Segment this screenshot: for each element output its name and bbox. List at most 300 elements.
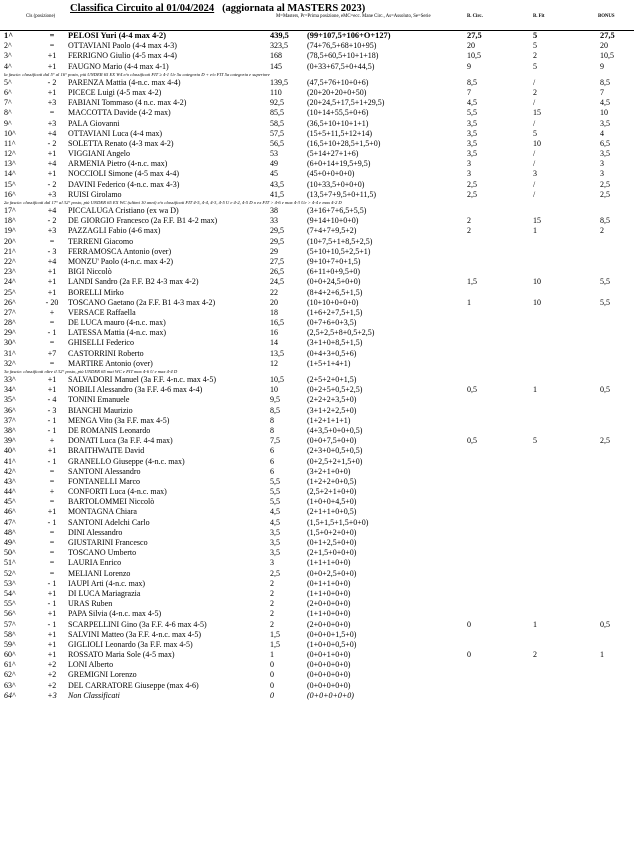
player-name: DI LUCA Mariagrazia xyxy=(68,588,141,598)
player-name: GRANELLO Giuseppe (4-n.c. max) xyxy=(68,456,185,466)
header-bonus-circ: B. Circ. xyxy=(467,14,483,19)
delta-cell: = xyxy=(49,41,55,51)
points-cell: 2 xyxy=(270,609,274,619)
delta-cell: - 1 xyxy=(47,517,57,527)
bonus-fit-cell: 2 xyxy=(533,87,537,97)
table-row xyxy=(0,436,634,446)
rank-cell: 19^ xyxy=(4,226,16,236)
delta-cell: +1 xyxy=(47,149,57,159)
table-row xyxy=(0,216,634,226)
table-row xyxy=(0,349,634,359)
delta-cell: +2 xyxy=(47,670,57,680)
points-detail: (2,5+2,5+8+0,5+2,5) xyxy=(307,328,375,338)
bonus-fit-cell: 15 xyxy=(533,108,541,118)
player-name: GIUSTARINI Francesco xyxy=(68,538,148,547)
table-row xyxy=(0,88,634,98)
bonus-circ-cell: 0,5 xyxy=(467,436,477,446)
table-row xyxy=(0,538,634,548)
player-name: MACCOTTA Davide (4-2 max) xyxy=(68,108,171,118)
rank-cell: 3^ xyxy=(4,51,12,61)
delta-cell: = xyxy=(49,568,55,578)
table-row xyxy=(0,139,634,149)
bonus-cell: 5,5 xyxy=(600,297,610,307)
bonus-cell: 1 xyxy=(600,650,604,660)
bonus-cell: 8,5 xyxy=(600,77,610,87)
table-row xyxy=(0,51,634,61)
bonus-circ-cell: 2,5 xyxy=(467,179,477,189)
bonus-fit-cell: 15 xyxy=(533,216,541,226)
bonus-fit-cell: 10 xyxy=(533,277,541,287)
points-detail: (0+0+0+0+0) xyxy=(307,690,354,700)
delta-cell: = xyxy=(49,31,55,40)
bonus-circ-cell: 3,5 xyxy=(467,128,477,138)
delta-cell: + xyxy=(49,487,55,497)
bonus-circ-cell: 20 xyxy=(467,41,475,51)
rank-cell: 27^ xyxy=(4,307,16,317)
player-name: FERRAMOSCA Antonio (over) xyxy=(68,246,172,256)
player-name: BIANCHI Maurizio xyxy=(68,405,133,415)
table-row xyxy=(0,558,634,568)
rank-cell: 47^ xyxy=(4,517,16,527)
table-row xyxy=(0,518,634,528)
band-note: la fascia: classificati dal 5° al 16° posto, più UNDER 65 EX W4 e/o classificati FIT ≥ 4-1 Ue 5u categoria D + e/o FIT 5a categoria e superiore xyxy=(4,71,270,77)
bonus-cell: 3 xyxy=(600,159,604,169)
delta-cell: +1 xyxy=(47,629,57,639)
delta-cell: +4 xyxy=(47,206,57,215)
delta-cell: - 2 xyxy=(47,179,57,189)
player-name: MONTAGNA Chiara xyxy=(68,507,137,517)
bonus-cell: 0,5 xyxy=(600,619,610,629)
rank-cell: 14^ xyxy=(4,169,16,179)
bonus-fit-cell: 10 xyxy=(533,297,541,307)
points-cell: 2 xyxy=(270,619,274,629)
points-cell: 323,5 xyxy=(270,41,288,51)
delta-cell: +3 xyxy=(47,98,57,108)
table-row xyxy=(0,30,634,41)
points-cell: 8 xyxy=(270,425,274,435)
points-cell: 5,5 xyxy=(270,497,280,507)
delta-cell: +1 xyxy=(47,507,57,517)
points-cell: 29,5 xyxy=(270,226,284,236)
rank-cell: 34^ xyxy=(4,385,16,395)
points-detail: (1+2+2+0+0,5) xyxy=(307,476,357,486)
bonus-fit-cell: 1 xyxy=(533,385,537,395)
bonus-fit-cell: 5 xyxy=(533,41,537,51)
bonus-circ-cell: 2 xyxy=(467,216,471,226)
points-detail: (1,5+0+2+0+0) xyxy=(307,527,357,537)
player-name: MELIANI Lorenzo xyxy=(68,568,131,578)
rank-cell: 57^ xyxy=(4,619,16,629)
points-detail: (2+1,5+0+0+0) xyxy=(307,548,357,558)
rank-cell: 25^ xyxy=(4,287,16,297)
points-cell: 8 xyxy=(270,415,274,425)
table-row xyxy=(0,277,634,287)
points-detail: (0+7+6+0+3,5) xyxy=(307,318,357,328)
bonus-fit-cell: 2 xyxy=(533,650,537,660)
bonus-circ-cell: 0 xyxy=(467,619,471,629)
delta-cell: +3 xyxy=(47,118,57,128)
delta-cell: +1 xyxy=(47,87,57,97)
rank-cell: 30^ xyxy=(4,338,16,348)
table-row xyxy=(0,681,634,691)
points-detail: (16,5+10+28,5+1,5+0) xyxy=(307,138,381,148)
bonus-circ-cell: 3 xyxy=(467,159,471,169)
rank-cell: 50^ xyxy=(4,548,16,558)
table-row xyxy=(0,98,634,108)
table-row xyxy=(0,288,634,298)
points-detail: (13,5+7+9,5+0+11,5) xyxy=(307,189,377,199)
table-row xyxy=(0,426,634,436)
player-name: PAPA Silvia (4-n.c. max 4-5) xyxy=(68,609,162,619)
delta-cell: +1 xyxy=(47,61,57,71)
points-cell: 6 xyxy=(270,446,274,456)
points-detail: (2+0+0+0+0) xyxy=(307,619,351,629)
player-name: NOCCIOLI Simone (4-5 max 4-4) xyxy=(68,169,180,179)
table-row xyxy=(0,620,634,630)
bonus-cell: 4,5 xyxy=(600,98,610,108)
player-name: ARMENIA Pietro (4-n.c. max) xyxy=(68,159,168,169)
table-row xyxy=(0,108,634,118)
delta-cell: = xyxy=(49,497,55,507)
points-cell: 7,5 xyxy=(270,436,280,446)
points-cell: 49 xyxy=(270,159,278,169)
rank-cell: 10^ xyxy=(4,128,16,138)
rank-cell: 16^ xyxy=(4,189,16,199)
rank-cell: 48^ xyxy=(4,527,16,537)
table-row xyxy=(0,180,634,190)
points-cell: 5,5 xyxy=(270,476,280,486)
rank-cell: 15^ xyxy=(4,179,16,189)
rank-cell: 39^ xyxy=(4,436,16,446)
points-cell: 43,5 xyxy=(270,179,284,189)
points-detail: (0+0+2,5+0+0) xyxy=(307,568,357,578)
points-detail: (47,5+76+10+0+6) xyxy=(307,77,369,87)
player-name: FERRIGNO Giulio (4-5 max 4-4) xyxy=(68,51,177,61)
rank-cell: 5^ xyxy=(4,77,12,87)
delta-cell: = xyxy=(49,527,55,537)
points-cell: 2 xyxy=(270,578,274,588)
points-cell: 27,5 xyxy=(270,256,284,266)
points-detail: (2+3+0+0,5+0,5) xyxy=(307,446,363,456)
bonus-fit-cell: / xyxy=(533,118,536,128)
player-name: TOSCANO Gaetano (2a F.F. B1 4-3 max 4-2) xyxy=(68,297,216,307)
table-row xyxy=(0,149,634,159)
bonus-cell: 2,5 xyxy=(600,189,610,199)
bonus-cell: 2,5 xyxy=(600,436,610,446)
table-row xyxy=(0,569,634,579)
points-cell: 3,5 xyxy=(270,527,280,537)
delta-cell: +1 xyxy=(47,287,57,297)
player-name: DONATI Luca (3a F.F. 4-4 max) xyxy=(68,436,173,446)
table-row xyxy=(0,589,634,599)
points-cell: 439,5 xyxy=(270,31,289,40)
player-name: CASTORRINI Roberto xyxy=(68,348,144,358)
player-name: Non Classificati xyxy=(68,690,120,700)
delta-cell: +2 xyxy=(47,680,57,690)
rank-cell: 42^ xyxy=(4,466,16,476)
points-cell: 92,5 xyxy=(270,98,284,108)
delta-cell: +3 xyxy=(47,189,57,199)
rank-cell: 40^ xyxy=(4,446,16,456)
player-name: CONFORTI Luca (4-n.c. max) xyxy=(68,487,167,497)
rank-cell: 62^ xyxy=(4,670,16,680)
player-name: SALVINI Matteo (3a F.F. 4-n.c. max 4-5) xyxy=(68,629,202,639)
points-cell: 33 xyxy=(270,216,278,226)
player-name: DINI Alessandro xyxy=(68,527,123,537)
points-cell: 12 xyxy=(270,358,278,368)
points-cell: 56,5 xyxy=(270,138,284,148)
rank-cell: 8^ xyxy=(4,108,12,118)
player-name: PICCALUGA Cristiano (ex wa D) xyxy=(68,206,179,215)
points-cell: 1 xyxy=(270,650,274,660)
rank-cell: 11^ xyxy=(4,138,16,148)
rank-cell: 33^ xyxy=(4,375,16,384)
points-cell: 1,5 xyxy=(270,629,280,639)
bonus-circ-cell: 1 xyxy=(467,297,471,307)
delta-cell: = xyxy=(49,338,55,348)
player-name: VIGGIANI Angelo xyxy=(68,149,130,159)
points-cell: 168 xyxy=(270,51,282,61)
delta-cell: - 1 xyxy=(47,415,57,425)
points-detail: (2+2+2+3,5+0) xyxy=(307,395,357,405)
points-detail: (1+1+1+0+0) xyxy=(307,558,351,568)
delta-cell: - 4 xyxy=(47,395,57,405)
table-row xyxy=(0,190,634,200)
bonus-cell: 3,5 xyxy=(600,118,610,128)
points-detail: (1+2+1+1+1) xyxy=(307,415,351,425)
player-name: DEL CARRATORE Giuseppe (max 4-6) xyxy=(68,680,199,690)
points-cell: 110 xyxy=(270,87,282,97)
header-note: M=Masters, Pr=Prima posizione, eMC=ecc. Mane Circ., As=Assoluto, Se=Serie xyxy=(276,14,431,19)
points-detail: (45+0+0+0+0) xyxy=(307,169,355,179)
rank-cell: 58^ xyxy=(4,629,16,639)
rank-cell: 49^ xyxy=(4,538,16,547)
player-name: VERSACE Raffaella xyxy=(68,307,136,317)
bonus-cell: 5,5 xyxy=(600,277,610,287)
player-name: NOBILI Alessandro (3a F.F. 4-6 max 4-4) xyxy=(68,385,203,395)
bonus-cell: 2 xyxy=(600,226,604,236)
table-row xyxy=(0,406,634,416)
bonus-cell: 10,5 xyxy=(600,51,614,61)
table-row xyxy=(0,129,634,139)
player-name: SALVADORI Manuel (3a F.F. 4-n.c. max 4-5) xyxy=(68,375,217,384)
points-cell: 18 xyxy=(270,307,278,317)
points-detail: (2+1+1+0+0,5) xyxy=(307,507,357,517)
player-name: TONINI Emanuele xyxy=(68,395,130,405)
delta-cell: +1 xyxy=(47,375,57,384)
table-row xyxy=(0,78,634,88)
bonus-cell: 3,5 xyxy=(600,149,610,159)
delta-cell: = xyxy=(49,108,55,118)
points-detail: (0+1+1+0+0) xyxy=(307,578,351,588)
delta-cell: +1 xyxy=(47,267,57,277)
rank-cell: 17^ xyxy=(4,206,16,215)
player-name: FAUGNO Mario (4-4 max 4-1) xyxy=(68,61,169,71)
player-name: TOSCANO Umberto xyxy=(68,548,137,558)
points-cell: 3,5 xyxy=(270,538,280,547)
bonus-circ-cell: 2,5 xyxy=(467,189,477,199)
rank-cell: 36^ xyxy=(4,405,16,415)
title-sub: (aggiornata al MASTERS 2023) xyxy=(222,3,366,14)
delta-cell: = xyxy=(49,538,55,547)
table-row xyxy=(0,446,634,456)
points-cell: 3 xyxy=(270,558,274,568)
delta-cell: = xyxy=(49,236,55,246)
delta-cell: +1 xyxy=(47,169,57,179)
player-name: MARTIRE Antonio (over) xyxy=(68,358,153,368)
player-name: ROSSATO Maria Sole (4-5 max) xyxy=(68,650,175,660)
bonus-cell: 2,5 xyxy=(600,179,610,189)
player-name: DE ROMANIS Leonardo xyxy=(68,425,151,435)
points-cell: 3,5 xyxy=(270,548,280,558)
player-name: LATESSA Mattia (4-n.c. max) xyxy=(68,328,166,338)
header-bonus-fit: B. Fit xyxy=(533,14,545,19)
rank-cell: 23^ xyxy=(4,267,16,277)
table-row xyxy=(0,640,634,650)
table-row xyxy=(0,385,634,395)
delta-cell: + xyxy=(49,307,55,317)
rank-cell: 52^ xyxy=(4,568,16,578)
bonus-circ-cell: 3,5 xyxy=(467,138,477,148)
bonus-cell: 10 xyxy=(600,108,608,118)
column-header xyxy=(0,14,634,23)
delta-cell: - 1 xyxy=(47,619,57,629)
bonus-circ-cell: 1,5 xyxy=(467,277,477,287)
points-detail: (1+1+0+0+0) xyxy=(307,609,351,619)
points-detail: (78,5+60,5+10+1+18) xyxy=(307,51,379,61)
points-cell: 10,5 xyxy=(270,375,284,384)
table-row xyxy=(0,308,634,318)
table-row xyxy=(0,609,634,619)
delta-cell: +7 xyxy=(47,348,57,358)
page-title xyxy=(70,3,365,14)
delta-cell: +1 xyxy=(47,650,57,660)
player-name: PARENZA Mattia (4-n.c. max 4-4) xyxy=(68,77,181,87)
points-detail: (4+3,5+0+0+0,5) xyxy=(307,425,363,435)
bonus-cell: 3 xyxy=(600,169,604,179)
player-name: GHISELLI Federico xyxy=(68,338,134,348)
player-name: FABIANI Tommaso (4 n.c. max 4-2) xyxy=(68,98,187,108)
points-detail: (3+16+7+6,5+5,5) xyxy=(307,206,367,215)
delta-cell: = xyxy=(49,558,55,568)
delta-cell: +1 xyxy=(47,385,57,395)
points-cell: 8,5 xyxy=(270,405,280,415)
rank-cell: 32^ xyxy=(4,358,16,368)
table-row xyxy=(0,691,634,701)
points-detail: (3+1+2+2,5+0) xyxy=(307,405,357,415)
rank-cell: 63^ xyxy=(4,680,16,690)
points-detail: (0+33+67,5+0+44,5) xyxy=(307,61,375,71)
bonus-cell: 8,5 xyxy=(600,216,610,226)
player-name: PAZZAGLI Fabio (4-6 max) xyxy=(68,226,161,236)
bonus-cell: 9 xyxy=(600,61,604,71)
table-row xyxy=(0,338,634,348)
delta-cell: - 1 xyxy=(47,328,57,338)
points-detail: (2+5+2+0+1,5) xyxy=(307,375,357,384)
table-row xyxy=(0,416,634,426)
rank-cell: 22^ xyxy=(4,256,16,266)
player-name: DAVINI Federico (4-n.c. max 4-3) xyxy=(68,179,180,189)
bonus-circ-cell: 7 xyxy=(467,87,471,97)
rank-cell: 41^ xyxy=(4,456,16,466)
rank-cell: 13^ xyxy=(4,159,16,169)
rank-cell: 54^ xyxy=(4,588,16,598)
points-cell: 20 xyxy=(270,297,278,307)
header-bonus: BONUS xyxy=(598,14,615,19)
points-detail: (0+0+0+0+0) xyxy=(307,670,351,680)
bonus-circ-cell: 3,5 xyxy=(467,118,477,128)
points-detail: (1,5+1,5+1,5+0+0) xyxy=(307,517,369,527)
player-name: SOLETTA Renato (4-3 max 4-2) xyxy=(68,138,174,148)
delta-cell: +4 xyxy=(47,256,57,266)
rank-cell: 51^ xyxy=(4,558,16,568)
rank-cell: 1^ xyxy=(4,31,14,40)
points-detail: (0+0+1+0+0) xyxy=(307,650,351,660)
bonus-fit-cell: / xyxy=(533,149,536,159)
points-cell: 2,5 xyxy=(270,568,280,578)
delta-cell: +4 xyxy=(47,159,57,169)
player-name: PELOSI Yuri (4-4 max 4-2) xyxy=(68,31,167,40)
rank-cell: 20^ xyxy=(4,236,16,246)
table-row xyxy=(0,487,634,497)
points-detail: (1+0+0+0,5+0) xyxy=(307,639,357,649)
delta-cell: - 1 xyxy=(47,425,57,435)
rank-cell: 4^ xyxy=(4,61,12,71)
points-detail: (10+14+55,5+0+6) xyxy=(307,108,369,118)
table-row xyxy=(0,169,634,179)
points-cell: 57,5 xyxy=(270,128,284,138)
table-row xyxy=(0,257,634,267)
player-name: SANTONI Adelchi Carlo xyxy=(68,517,150,527)
points-detail: (0+2,5+2+1,5+0) xyxy=(307,456,363,466)
player-name: SANTONI Alessandro xyxy=(68,466,141,476)
rank-cell: 45^ xyxy=(4,497,16,507)
bonus-fit-cell: 5 xyxy=(533,436,537,446)
player-name: URAS Ruben xyxy=(68,599,113,609)
band-note: 3a fascia: classificati oltre il 32° posto, più UNDER 65 mai WC e FIT max 4-6 U e max 4-4 D xyxy=(4,369,178,374)
delta-cell: +3 xyxy=(47,226,57,236)
table-row xyxy=(0,650,634,660)
bonus-cell: 0,5 xyxy=(600,385,610,395)
points-detail: (1+0+0+4,5+0) xyxy=(307,497,357,507)
table-row xyxy=(0,548,634,558)
delta-cell: = xyxy=(49,548,55,558)
table-row xyxy=(0,226,634,236)
rank-cell: 43^ xyxy=(4,476,16,486)
points-detail: (1+6+2+7,5+1,5) xyxy=(307,307,363,317)
delta-cell: +1 xyxy=(47,639,57,649)
rank-cell: 55^ xyxy=(4,599,16,609)
points-cell: 9,5 xyxy=(270,395,280,405)
table-row xyxy=(0,237,634,247)
bonus-circ-cell: 8,5 xyxy=(467,77,477,87)
points-cell: 58,5 xyxy=(270,118,284,128)
table-row xyxy=(0,159,634,169)
points-cell: 29,5 xyxy=(270,236,284,246)
table-row xyxy=(0,267,634,277)
delta-cell: = xyxy=(49,466,55,476)
bonus-cell: 7 xyxy=(600,87,604,97)
points-detail: (10+10+0+0+0) xyxy=(307,297,359,307)
points-detail: (0+0+7,5+0+0) xyxy=(307,436,357,446)
points-detail: (8+4+2+6,5+1,5) xyxy=(307,287,363,297)
delta-cell: +1 xyxy=(47,51,57,61)
delta-cell: +4 xyxy=(47,128,57,138)
bonus-circ-cell: 9 xyxy=(467,61,471,71)
table-row xyxy=(0,359,634,369)
rank-cell: 46^ xyxy=(4,507,16,517)
player-name: SCARPELLINI Gino (3a F.F. 4-6 max 4-5) xyxy=(68,619,207,629)
